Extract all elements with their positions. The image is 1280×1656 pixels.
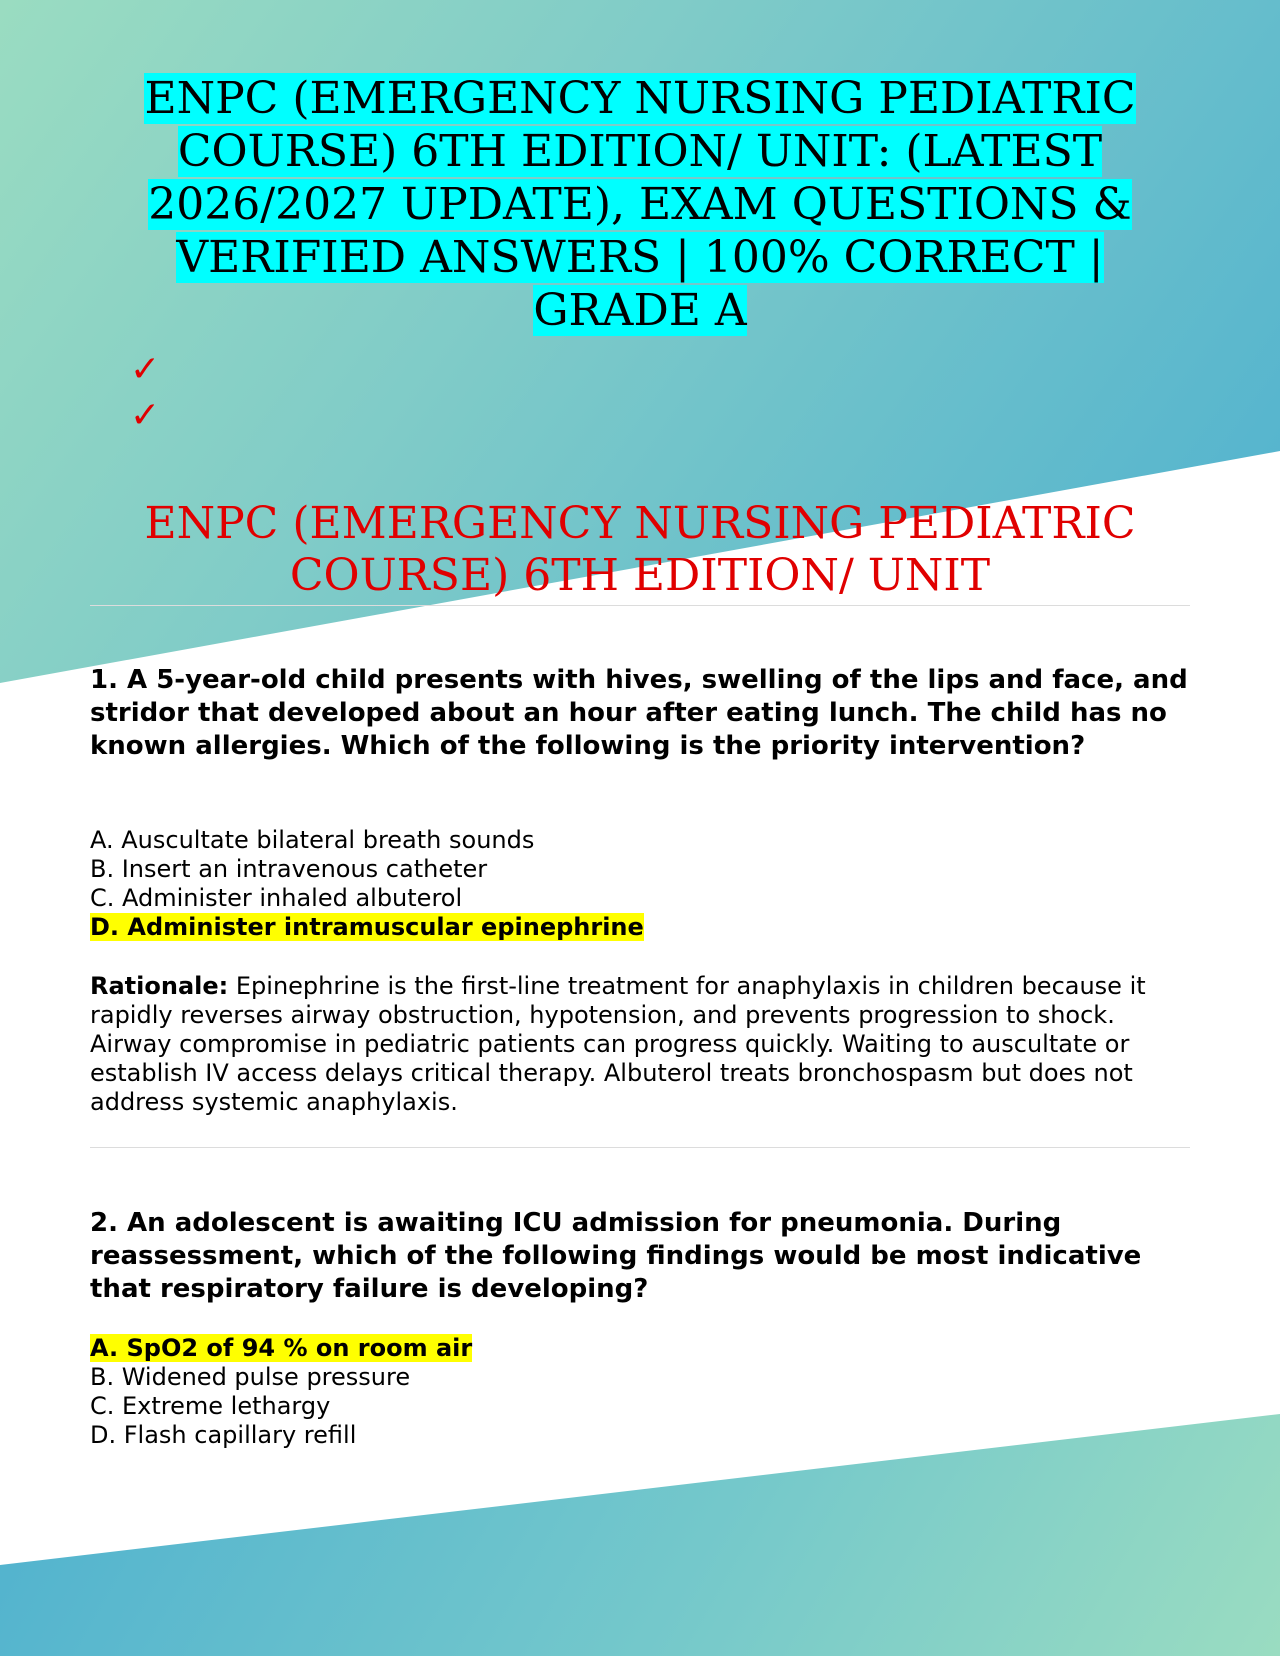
- checkmark-icon: ✓: [130, 395, 161, 436]
- option-a: A. Auscultate bilateral breath sounds: [90, 826, 535, 854]
- rationale-label: Rationale:: [90, 972, 229, 1000]
- question-2-options: [90, 1334, 1190, 1450]
- divider: [90, 605, 1190, 606]
- correct-answer-highlight: D. Administer intramuscular epinephrine: [90, 913, 644, 941]
- checkmark-icon: ✓: [130, 349, 161, 390]
- question-1-stem: 1. A 5-year-old child presents with hives, swelling of the lips and face, and stridor that developed about an hour after eating lunch. The child has no known allergies. Which of the following is the priority intervention?: [90, 665, 1188, 761]
- option-b: B. Insert an intravenous catheter: [90, 855, 488, 883]
- section-title: ENPC (EMERGENCY NURSING PEDIATRIC COURSE) 6TH EDITION/ UNIT: [144, 498, 1136, 601]
- correct-answer-highlight: A. SpO2 of 94 % on room air: [90, 1334, 473, 1362]
- option-c: C. Extreme lethargy: [90, 1392, 331, 1420]
- option-c: C. Administer inhaled albuterol: [90, 884, 463, 912]
- document-title-text: ENPC (EMERGENCY NURSING PEDIATRIC COURSE) 6TH EDITION/ UNIT: (LATEST 2026/2027 UPDATE), EXAM QUESTIONS & VERIFIED ANSWERS | 100% CORRECT | GRADE A: [144, 73, 1136, 336]
- divider: [90, 1147, 1190, 1148]
- option-b: B. Widened pulse pressure: [90, 1363, 411, 1391]
- question-2-stem: 2. An adolescent is awaiting ICU admission for pneumonia. During reassessment, which of the following findings would be most indicative that respiratory failure is developing?: [90, 1208, 1142, 1304]
- question-1-options: [90, 826, 1190, 942]
- option-d: D. Flash capillary refill: [90, 1421, 357, 1449]
- option-d-correct: [90, 913, 1190, 942]
- question-1-rationale: [90, 972, 1200, 1117]
- rationale-text: Epinephrine is the first-line treatment for anaphylaxis in children because it rapidly reverses airway obstruction, hypotension, and prevents progression to shock. Airway compromise in pediatric patients can progress quickly. Waiting to auscultate or establish IV access delays critical therapy. Albuterol treats bronchospasm but does not address systemic anaphylaxis.: [90, 972, 1146, 1116]
- document-title: [90, 72, 1190, 337]
- option-a-correct: [90, 1334, 1190, 1363]
